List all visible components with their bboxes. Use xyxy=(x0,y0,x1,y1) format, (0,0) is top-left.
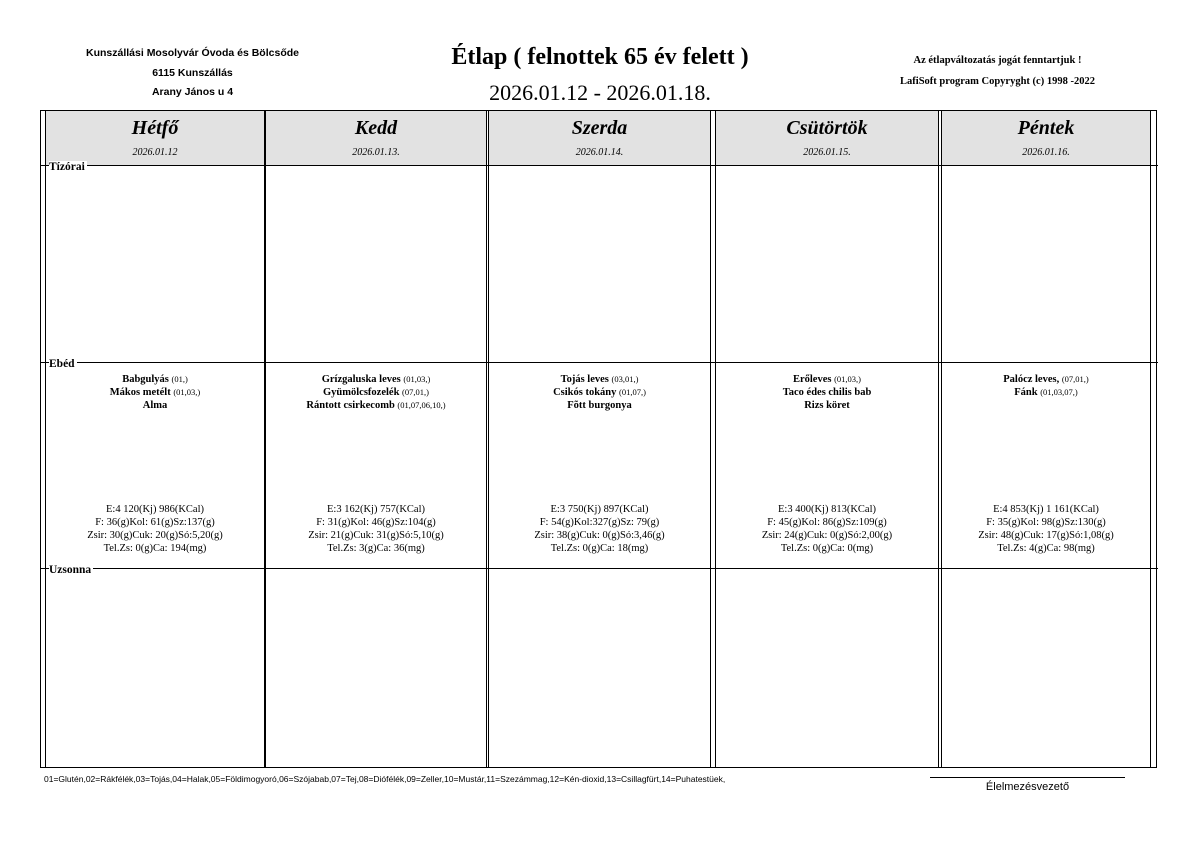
day-header xyxy=(716,111,938,166)
nutrition-info: E:3 750(Kj) 897(KCal) F: 54(g)Kol:327(g)Sz: 79(g) Zsir: 38(g)Cuk: 0(g)Só:3,46(g) Tel.Zs: 0(g)Ca: 18(mg) xyxy=(534,504,665,554)
day-header xyxy=(46,111,264,166)
allergen-codes: (01,03,) xyxy=(834,374,862,384)
dish: Babgulyás (01,) xyxy=(122,374,188,385)
organization-info xyxy=(60,44,325,103)
nutrition-info: E:4 120(Kj) 986(KCal) F: 36(g)Kol: 61(g)Sz:137(g) Zsir: 30(g)Cuk: 20(g)Só:5,20(g) Tel.Zs: 0(g)Ca: 194(mg) xyxy=(87,504,223,554)
lunch-dishes xyxy=(46,373,264,412)
lunch-dishes xyxy=(942,373,1150,399)
edge-tick xyxy=(1150,261,1151,291)
day-header xyxy=(942,111,1150,166)
day-date: 2026.01.15. xyxy=(803,147,851,158)
day-name: Szerda xyxy=(571,117,628,139)
lunch-dishes xyxy=(716,373,938,412)
allergen-codes: (07,01,) xyxy=(402,387,429,397)
page-title: Étlap ( felnottek 65 év felett ) xyxy=(451,44,749,70)
dish: Taco édes chilis bab xyxy=(782,387,872,398)
nutrition-info: E:3 400(Kj) 813(KCal) F: 45(g)Kol: 86(g)Sz:109(g) Zsir: 24(g)Cuk: 0(g)Só:2,00(g) Tel.Zs: 0(g)Ca: 0(mg) xyxy=(761,504,893,554)
row-label-tizorai: Tízórai xyxy=(49,161,85,173)
allergen-codes: (03,01,) xyxy=(611,374,639,384)
day-column-friday xyxy=(941,111,1151,767)
allergen-codes: (01,03,) xyxy=(403,374,431,384)
lunch-dishes xyxy=(489,373,710,412)
org-name: Kunszállási Mosolyvár Óvoda és Bölcsőde xyxy=(86,47,299,59)
row-divider xyxy=(41,165,1158,166)
dish: Rizs köret xyxy=(804,400,850,411)
row-divider xyxy=(41,362,1158,363)
day-name: Kedd xyxy=(354,117,398,139)
day-column-thursday xyxy=(715,111,939,767)
dish: Mákos metélt (01,03,) xyxy=(109,387,201,398)
change-notice: Az étlapváltozatás jogát fenntartjuk ! xyxy=(913,55,1082,66)
dish: Tojás leves (03,01,) xyxy=(560,374,639,385)
menu-table xyxy=(40,110,1157,768)
day-name: Péntek xyxy=(1017,117,1075,139)
day-date: 2026.01.14. xyxy=(575,147,624,158)
date-range: 2026.01.12 - 2026.01.18. xyxy=(489,80,711,105)
dish: Grízgaluska leves (01,03,) xyxy=(321,374,431,385)
row-divider xyxy=(41,568,1158,569)
edge-tick xyxy=(1150,466,1151,496)
day-column-monday xyxy=(45,111,265,767)
org-address: Arany János u 4 xyxy=(151,86,234,98)
dish: Fánk (01,03,07,) xyxy=(1014,387,1078,398)
edge-tick xyxy=(1150,721,1151,751)
allergen-codes: (01,07,06,10,) xyxy=(397,400,446,410)
dish: Palócz leves, (07,01,) xyxy=(1003,374,1089,385)
dish: Gyümölcsfozelék (07,01,) xyxy=(323,387,429,398)
day-name: Hétfő xyxy=(131,117,179,139)
dish: Rántott csirkecomb (01,07,06,10,) xyxy=(306,400,446,411)
notice-block xyxy=(860,50,1135,92)
allergen-codes: (01,07,) xyxy=(619,387,646,397)
day-date: 2026.01.13. xyxy=(352,147,400,158)
day-column-wednesday xyxy=(488,111,711,767)
day-name: Csütörtök xyxy=(786,117,868,139)
signature-line xyxy=(930,777,1125,778)
allergen-codes: (01,03,07,) xyxy=(1040,387,1078,397)
allergen-codes: (01,03,) xyxy=(173,387,201,397)
dish: Fõtt burgonya xyxy=(567,400,632,411)
nutrition-info: E:3 162(Kj) 757(KCal) F: 31(g)Kol: 46(g)Sz:104(g) Zsir: 21(g)Cuk: 31(g)Só:5,10(g) Tel.Zs: 3(g)Ca: 36(mg) xyxy=(308,504,444,554)
day-column-tuesday xyxy=(265,111,487,767)
org-postal: 6115 Kunszállás xyxy=(152,66,233,79)
row-label-uzsonna: Uzsonna xyxy=(49,564,92,576)
nutrition-info: E:4 853(Kj) 1 161(KCal) F: 35(g)Kol: 98(g)Sz:130(g) Zsir: 48(g)Cuk: 17(g)Só:1,08(g) Tel.Zs: 4(g)Ca: 98(mg) xyxy=(978,504,1114,554)
row-label-ebed: Ebéd xyxy=(49,358,75,370)
dish: Alma xyxy=(142,400,168,411)
day-date: 2026.01.16. xyxy=(1022,147,1070,158)
day-header xyxy=(266,111,486,166)
dish: Csikós tokány (01,07,) xyxy=(553,387,646,398)
day-header xyxy=(489,111,710,166)
lunch-dishes xyxy=(266,373,486,412)
allergen-codes: (01,) xyxy=(171,374,188,384)
dish: Erőleves (01,03,) xyxy=(792,374,862,385)
allergen-codes: (07,01,) xyxy=(1061,374,1089,384)
allergen-legend: 01=Glutén,02=Rákfélék,03=Tojás,04=Halak,05=Földimogyoró,06=Szójabab,07=Tej,08=Diófélék,09=Zeller,10=Mustár,11=Szezámmag,12=Kén-dioxid,13=Csillagfürt,14=Puhatestüek, xyxy=(44,774,726,784)
day-date: 2026.01.12 xyxy=(132,147,178,158)
signature-label: Élelmezésvezető xyxy=(985,781,1070,793)
copyright: LafiSoft program Copyryght (c) 1998 -2022 xyxy=(900,76,1095,87)
